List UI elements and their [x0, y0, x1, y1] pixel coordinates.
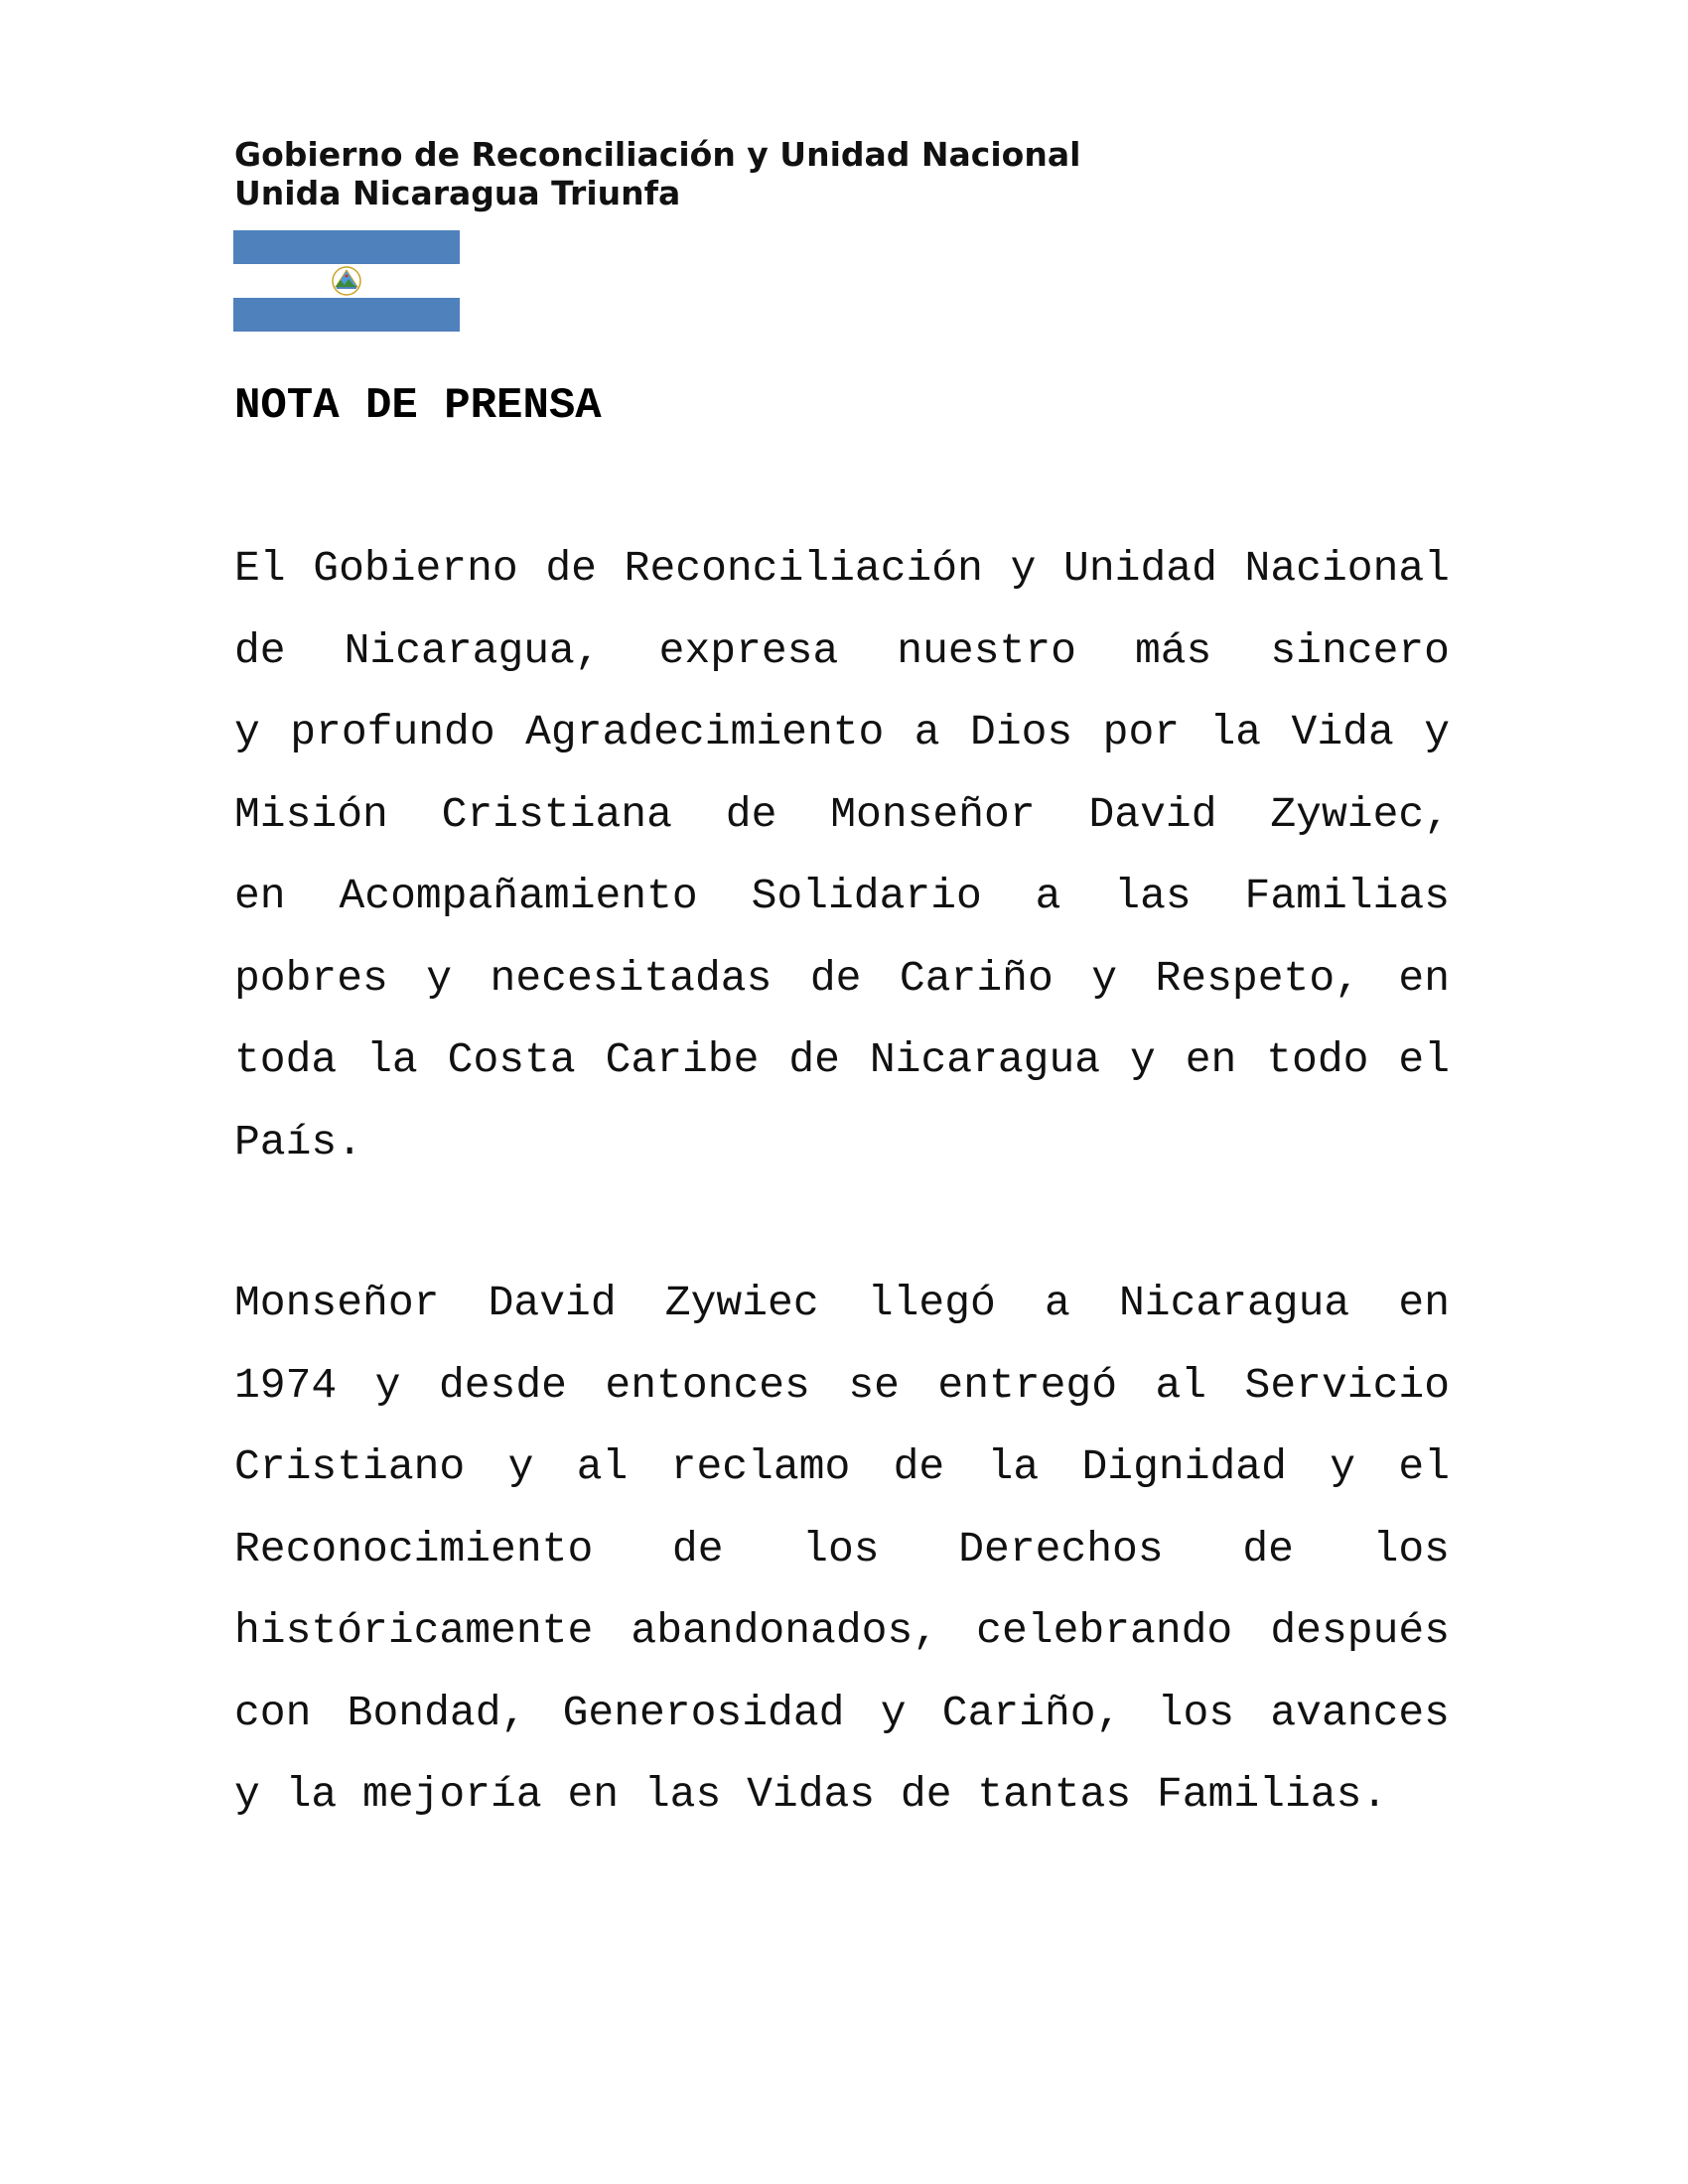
- paragraph-line: Reconocimiento de los Derechos de los: [234, 1524, 1450, 1573]
- paragraph-line: Cristiano y al reclamo de la Dignidad y el: [234, 1442, 1450, 1491]
- paragraph-2: [234, 1263, 1450, 1837]
- nicaragua-flag-icon: [233, 230, 460, 332]
- paragraph-line: Monseñor David Zywiec llegó a Nicaragua en: [234, 1279, 1450, 1327]
- paragraph-line: históricamente abandonados, celebrando después: [234, 1606, 1450, 1655]
- paragraph-line: Misión Cristiana de Monseñor David Zywiec,: [234, 789, 1450, 839]
- paragraph-line: y profundo Agradecimiento a Dios por la Vida y: [234, 708, 1450, 756]
- paragraph-line: pobres y necesitadas de Cariño y Respeto, en: [234, 953, 1450, 1003]
- press-release-title: NOTA DE PRENSA: [234, 381, 602, 431]
- paragraph-line: y la mejoría en las Vidas de tantas Familias.: [234, 1770, 1388, 1819]
- paragraph-line: de Nicaragua, expresa nuestro más sincero: [234, 625, 1450, 675]
- paragraph-line: toda la Costa Caribe de Nicaragua y en todo el: [234, 1035, 1450, 1084]
- paragraph-line: País.: [234, 1117, 363, 1166]
- paragraph-line: El Gobierno de Reconciliación y Unidad Nacional: [234, 544, 1450, 593]
- paragraph-1: [234, 528, 1450, 1183]
- paragraph-line: 1974 y desde entonces se entregó al Servicio: [234, 1360, 1450, 1410]
- header-government-name: Gobierno de Reconciliación y Unidad Nacional: [234, 135, 1081, 174]
- header-slogan: Unida Nicaragua Triunfa: [234, 174, 681, 212]
- paragraph-line: en Acompañamiento Solidario a las Familias: [234, 872, 1450, 920]
- paragraph-line: con Bondad, Generosidad y Cariño, los avances: [234, 1688, 1450, 1737]
